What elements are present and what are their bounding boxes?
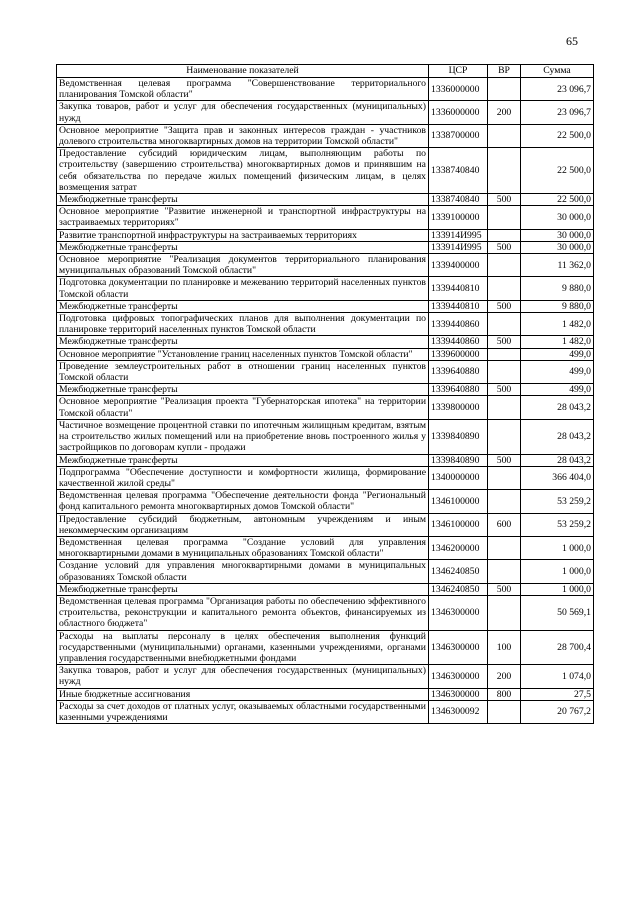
cell-csr: 1339600000 bbox=[429, 348, 488, 360]
table-row bbox=[57, 206, 594, 229]
cell-name: Проведение землеустроительных работ в отношении границ населенных пунктов Томской области bbox=[57, 360, 429, 383]
cell-csr: 1339440810 bbox=[429, 277, 488, 300]
table-row bbox=[57, 583, 594, 595]
cell-csr: 1346240850 bbox=[429, 583, 488, 595]
table-row bbox=[57, 396, 594, 419]
cell-vr bbox=[488, 560, 521, 583]
cell-sum: 1 482,0 bbox=[521, 313, 594, 336]
cell-vr: 500 bbox=[488, 194, 521, 206]
table-row bbox=[57, 536, 594, 559]
cell-vr bbox=[488, 466, 521, 489]
cell-csr: 1339640880 bbox=[429, 360, 488, 383]
cell-sum: 22 500,0 bbox=[521, 148, 594, 194]
cell-name: Межбюджетные трансферты bbox=[57, 241, 429, 253]
table-row bbox=[57, 466, 594, 489]
cell-vr bbox=[488, 148, 521, 194]
cell-csr: 133914И995 bbox=[429, 229, 488, 241]
cell-name: Подпрограмма "Обеспечение доступности и комфортности жилища, формирование качественной жилой среды" bbox=[57, 466, 429, 489]
header-sum: Сумма bbox=[521, 65, 594, 78]
cell-name: Ведомственная целевая программа "Обеспечение деятельности фонда "Региональный фонд капитального ремонта многоквартирных домов Томской области" bbox=[57, 490, 429, 513]
cell-name: Закупка товаров, работ и услуг для обеспечения государственных (муниципальных) нужд bbox=[57, 665, 429, 688]
cell-vr bbox=[488, 536, 521, 559]
table-row bbox=[57, 313, 594, 336]
cell-sum: 1 074,0 bbox=[521, 665, 594, 688]
cell-csr: 1346100000 bbox=[429, 490, 488, 513]
cell-csr: 1339640880 bbox=[429, 384, 488, 396]
cell-sum: 30 000,0 bbox=[521, 241, 594, 253]
cell-vr bbox=[488, 360, 521, 383]
cell-csr: 1340000000 bbox=[429, 466, 488, 489]
cell-vr: 500 bbox=[488, 241, 521, 253]
cell-vr bbox=[488, 700, 521, 723]
cell-csr: 1339800000 bbox=[429, 396, 488, 419]
cell-vr: 500 bbox=[488, 384, 521, 396]
table-row bbox=[57, 229, 594, 241]
cell-name: Основное мероприятие "Защита прав и законных интересов граждан - участников долевого строительства многоквартирных домов на территории Томской области" bbox=[57, 124, 429, 147]
cell-sum: 499,0 bbox=[521, 348, 594, 360]
cell-csr: 1346300092 bbox=[429, 700, 488, 723]
table-row bbox=[57, 595, 594, 630]
table-row bbox=[57, 560, 594, 583]
cell-sum: 53 259,2 bbox=[521, 513, 594, 536]
table-row bbox=[57, 300, 594, 312]
cell-name: Расходы за счет доходов от платных услуг, оказываемых областными государственными казенными учреждениями bbox=[57, 700, 429, 723]
table-row bbox=[57, 665, 594, 688]
cell-csr: 1346240850 bbox=[429, 560, 488, 583]
cell-sum: 9 880,0 bbox=[521, 300, 594, 312]
cell-vr: 500 bbox=[488, 583, 521, 595]
cell-vr: 800 bbox=[488, 688, 521, 700]
table-row bbox=[57, 336, 594, 348]
table-row bbox=[57, 101, 594, 124]
cell-csr: 1339440860 bbox=[429, 313, 488, 336]
cell-name: Межбюджетные трансферты bbox=[57, 300, 429, 312]
cell-vr bbox=[488, 348, 521, 360]
cell-sum: 30 000,0 bbox=[521, 206, 594, 229]
table-row bbox=[57, 688, 594, 700]
table-header-row bbox=[57, 65, 594, 78]
cell-name: Основное мероприятие "Реализация документов территориального планирования муниципальных образований Томской области" bbox=[57, 254, 429, 277]
cell-name: Ведомственная целевая программа "Создание условий для управления многоквартирными домами в муниципальных образованиях Томской области" bbox=[57, 536, 429, 559]
cell-sum: 366 404,0 bbox=[521, 466, 594, 489]
cell-sum: 28 043,2 bbox=[521, 396, 594, 419]
cell-vr bbox=[488, 206, 521, 229]
cell-vr bbox=[488, 277, 521, 300]
cell-name: Подготовка документации по планировке и межеванию территорий населенных пунктов Томской области bbox=[57, 277, 429, 300]
cell-name: Основное мероприятие "Установление границ населенных пунктов Томской области" bbox=[57, 348, 429, 360]
cell-name: Межбюджетные трансферты bbox=[57, 454, 429, 466]
cell-name: Межбюджетные трансферты bbox=[57, 583, 429, 595]
cell-vr: 100 bbox=[488, 630, 521, 665]
table-row bbox=[57, 360, 594, 383]
cell-name: Межбюджетные трансферты bbox=[57, 384, 429, 396]
cell-name: Предоставление субсидий бюджетным, автономным учреждениям и иным некоммерческим организациям bbox=[57, 513, 429, 536]
cell-sum: 28 043,2 bbox=[521, 419, 594, 454]
cell-vr bbox=[488, 490, 521, 513]
cell-name: Межбюджетные трансферты bbox=[57, 194, 429, 206]
cell-sum: 23 096,7 bbox=[521, 101, 594, 124]
cell-sum: 50 569,1 bbox=[521, 595, 594, 630]
header-csr: ЦСР bbox=[429, 65, 488, 78]
cell-vr: 500 bbox=[488, 454, 521, 466]
cell-sum: 1 482,0 bbox=[521, 336, 594, 348]
table-body bbox=[57, 78, 594, 724]
cell-sum: 499,0 bbox=[521, 360, 594, 383]
cell-csr: 1346300000 bbox=[429, 595, 488, 630]
cell-csr: 133914И995 bbox=[429, 241, 488, 253]
cell-name: Основное мероприятие "Развитие инженерной и транспортной инфраструктуры на застраиваемых территориях" bbox=[57, 206, 429, 229]
cell-csr: 1346300000 bbox=[429, 630, 488, 665]
cell-name: Основное мероприятие "Реализация проекта "Губернаторская ипотека" на территории Томской области" bbox=[57, 396, 429, 419]
cell-name: Предоставление субсидий юридическим лицам, выполняющим работы по строительству (завершению строительства) многоквартирных домов и принявшим на себя обязательства по передаче жилых помещений физическим лицам, в целях возмещения затрат bbox=[57, 148, 429, 194]
cell-sum: 1 000,0 bbox=[521, 560, 594, 583]
cell-csr: 1339440810 bbox=[429, 300, 488, 312]
header-name: Наименование показателей bbox=[57, 65, 429, 78]
cell-name: Создание условий для управления многоквартирными домами в муниципальных образованиях Томской области bbox=[57, 560, 429, 583]
cell-sum: 499,0 bbox=[521, 384, 594, 396]
cell-sum: 30 000,0 bbox=[521, 229, 594, 241]
cell-vr: 200 bbox=[488, 665, 521, 688]
cell-name: Иные бюджетные ассигнования bbox=[57, 688, 429, 700]
table-row bbox=[57, 124, 594, 147]
cell-name: Межбюджетные трансферты bbox=[57, 336, 429, 348]
cell-vr bbox=[488, 419, 521, 454]
cell-vr bbox=[488, 254, 521, 277]
cell-sum: 1 000,0 bbox=[521, 536, 594, 559]
table-row bbox=[57, 78, 594, 101]
cell-sum: 22 500,0 bbox=[521, 124, 594, 147]
cell-csr: 1346100000 bbox=[429, 513, 488, 536]
table-row bbox=[57, 148, 594, 194]
cell-csr: 1336000000 bbox=[429, 101, 488, 124]
cell-sum: 20 767,2 bbox=[521, 700, 594, 723]
table-row bbox=[57, 630, 594, 665]
table-row bbox=[57, 454, 594, 466]
table-row bbox=[57, 700, 594, 723]
cell-sum: 22 500,0 bbox=[521, 194, 594, 206]
cell-csr: 1346300000 bbox=[429, 688, 488, 700]
cell-vr: 600 bbox=[488, 513, 521, 536]
cell-csr: 1339840890 bbox=[429, 454, 488, 466]
cell-sum: 11 362,0 bbox=[521, 254, 594, 277]
cell-name: Ведомственная целевая программа "Организация работы по обеспечению эффективного строительства, реконструкции и капитального ремонта объектов, финансируемых из областного бюджета" bbox=[57, 595, 429, 630]
cell-vr: 500 bbox=[488, 336, 521, 348]
cell-sum: 53 259,2 bbox=[521, 490, 594, 513]
cell-vr bbox=[488, 396, 521, 419]
cell-csr: 1339840890 bbox=[429, 419, 488, 454]
cell-csr: 1346300000 bbox=[429, 665, 488, 688]
cell-vr bbox=[488, 124, 521, 147]
table-row bbox=[57, 490, 594, 513]
cell-vr bbox=[488, 229, 521, 241]
cell-sum: 28 700,4 bbox=[521, 630, 594, 665]
cell-csr: 1336000000 bbox=[429, 78, 488, 101]
cell-vr bbox=[488, 595, 521, 630]
cell-csr: 1338740840 bbox=[429, 148, 488, 194]
cell-sum: 9 880,0 bbox=[521, 277, 594, 300]
cell-vr bbox=[488, 78, 521, 101]
table-row bbox=[57, 384, 594, 396]
cell-vr: 200 bbox=[488, 101, 521, 124]
table-row bbox=[57, 194, 594, 206]
cell-csr: 1339440860 bbox=[429, 336, 488, 348]
cell-sum: 27,5 bbox=[521, 688, 594, 700]
page-number: 65 bbox=[566, 34, 578, 48]
cell-csr: 1339100000 bbox=[429, 206, 488, 229]
header-vr: ВР bbox=[488, 65, 521, 78]
cell-sum: 1 000,0 bbox=[521, 583, 594, 595]
cell-name: Развитие транспортной инфраструктуры на застраиваемых территориях bbox=[57, 229, 429, 241]
table-row bbox=[57, 419, 594, 454]
cell-csr: 1346200000 bbox=[429, 536, 488, 559]
cell-name: Подготовка цифровых топографических планов для выполнения документации по планировке территорий населенных пунктов Томской области bbox=[57, 313, 429, 336]
cell-name: Частичное возмещение процентной ставки по ипотечным жилищным кредитам, взятым на строительство жилых помещений или на приобретение вновь построенного жилья у застройщиков по договорам купли - продажи bbox=[57, 419, 429, 454]
cell-name: Расходы на выплаты персоналу в целях обеспечения выполнения функций государственными (муниципальными) органами, казенными учреждениями, органами управления государственными внебюджетными фондами bbox=[57, 630, 429, 665]
table-row bbox=[57, 277, 594, 300]
cell-vr: 500 bbox=[488, 300, 521, 312]
table-row bbox=[57, 241, 594, 253]
cell-name: Закупка товаров, работ и услуг для обеспечения государственных (муниципальных) нужд bbox=[57, 101, 429, 124]
cell-sum: 28 043,2 bbox=[521, 454, 594, 466]
cell-csr: 1338700000 bbox=[429, 124, 488, 147]
cell-csr: 1339400000 bbox=[429, 254, 488, 277]
table-row bbox=[57, 254, 594, 277]
cell-sum: 23 096,7 bbox=[521, 78, 594, 101]
table-row bbox=[57, 513, 594, 536]
cell-vr bbox=[488, 313, 521, 336]
cell-csr: 1338740840 bbox=[429, 194, 488, 206]
budget-table bbox=[56, 64, 594, 724]
cell-name: Ведомственная целевая программа "Совершенствование территориального планирования Томской области" bbox=[57, 78, 429, 101]
table-row bbox=[57, 348, 594, 360]
